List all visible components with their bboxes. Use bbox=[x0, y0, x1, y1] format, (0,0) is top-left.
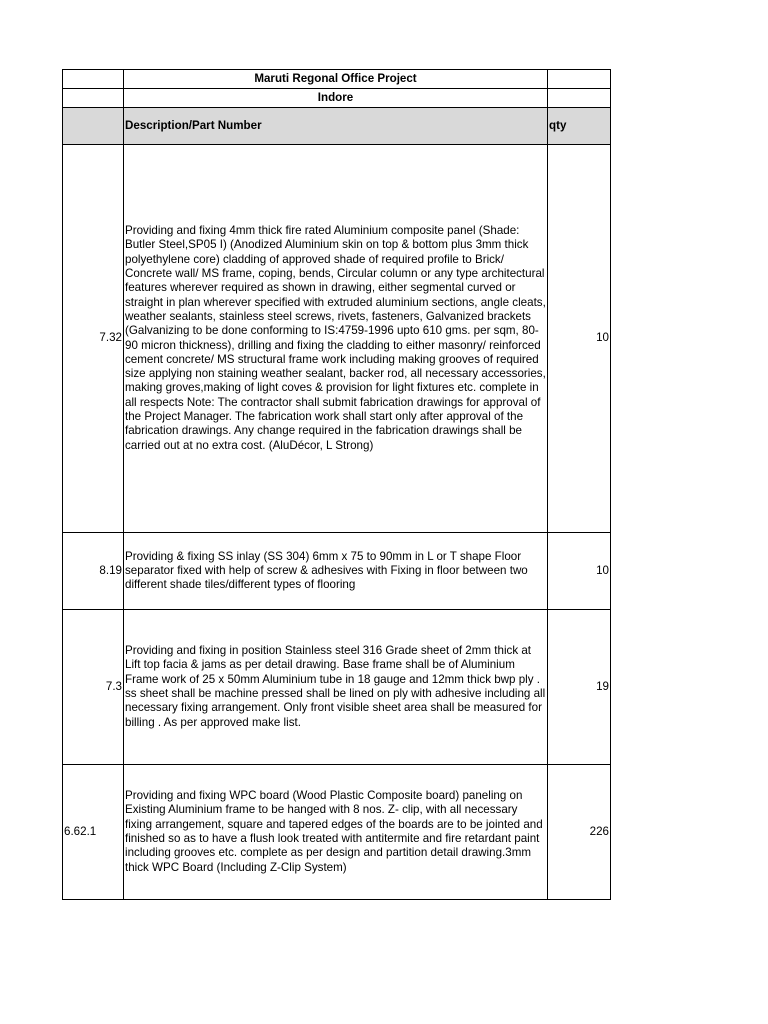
header-qty: qty bbox=[548, 108, 611, 145]
item-number: 7.32 bbox=[63, 145, 124, 533]
item-description: Providing and fixing 4mm thick fire rated Aluminium composite panel (Shade: Butler Steel,SP05 I) (Anodized Aluminium skin on top & bottom plus 3mm thick polyethylene core) cladding of approved shade of required profile to Brick/ Concrete wall/ MS frame, coping, bends, Circular column or any type architectural features wherever required as shown in drawing, either segmental curved or straight in plan wherever specified with extruded aluminium sections, angle cleats, weather sealants, stainless steel screws, rivets, fasteners, Galvanized brackets (Galvanizing to be done conforming to IS:4759-1996 upto 610 gms. per sqm, 80-90 micron thickness), drilling and fixing the cladding to either masonry/ reinforced cement concrete/ MS structural frame work including making grooves of required size applying non staining weather sealant, backer rod, all necessary accessories, making groves,making of light coves & provision for light fixtures etc. complete in all respects Note: The contractor shall submit fabrication drawings for approval of the Project Manager. The fabrication work shall start only after approval of the fabrication drawings. Any change required in the fabrication drawings shall be carried out at no extra cost. (AluDécor, L Strong) bbox=[124, 145, 548, 533]
item-qty: 10 bbox=[548, 533, 611, 610]
table-row bbox=[63, 145, 611, 533]
table-row bbox=[63, 610, 611, 765]
item-description: Providing & fixing SS inlay (SS 304) 6mm x 75 to 90mm in L or T shape Floor separator fixed with help of screw & adhesives with Fixing in floor between two different shade tiles/different types of flooring bbox=[124, 533, 548, 610]
item-qty: 226 bbox=[548, 765, 611, 900]
header-row bbox=[63, 108, 611, 145]
title-row-blank-left bbox=[63, 70, 124, 89]
title-row-blank-right bbox=[548, 70, 611, 89]
location-row bbox=[63, 89, 611, 108]
header-item-no bbox=[63, 108, 124, 145]
title-row bbox=[63, 70, 611, 89]
item-description: Providing and fixing in position Stainless steel 316 Grade sheet of 2mm thick at Lift top facia & jams as per detail drawing. Base frame shall be of Aluminium Frame work of 25 x 50mm Aluminium tube in 18 gauge and 12mm thick bwp ply . ss sheet shall be machine pressed shall be lined on ply with adhesive including all necessary fixing arrangement. Only front visible sheet area shall be measured for billing . As per approved make list. bbox=[124, 610, 548, 765]
item-description: Providing and fixing WPC board (Wood Plastic Composite board) paneling on Existing Aluminium frame to be hanged with 8 nos. Z- clip, with all necessary fixing arrangement, square and tapered edges of the boards are to be jointed and finished so as to have a flush look treated with antitermite and fire retardant paint including grooves etc. complete as per design and partition detail drawing.3mm thick WPC Board (Including Z-Clip System) bbox=[124, 765, 548, 900]
location-row-blank-right bbox=[548, 89, 611, 108]
item-number: 8.19 bbox=[63, 533, 124, 610]
project-location: Indore bbox=[124, 89, 548, 108]
item-number: 6.62.1 bbox=[63, 765, 124, 900]
project-title: Maruti Regonal Office Project bbox=[124, 70, 548, 89]
table-row bbox=[63, 765, 611, 900]
location-row-blank-left bbox=[63, 89, 124, 108]
table-row bbox=[63, 533, 611, 610]
item-qty: 19 bbox=[548, 610, 611, 765]
header-description: Description/Part Number bbox=[124, 108, 548, 145]
item-number: 7.3 bbox=[63, 610, 124, 765]
item-qty: 10 bbox=[548, 145, 611, 533]
boq-table bbox=[62, 69, 611, 900]
